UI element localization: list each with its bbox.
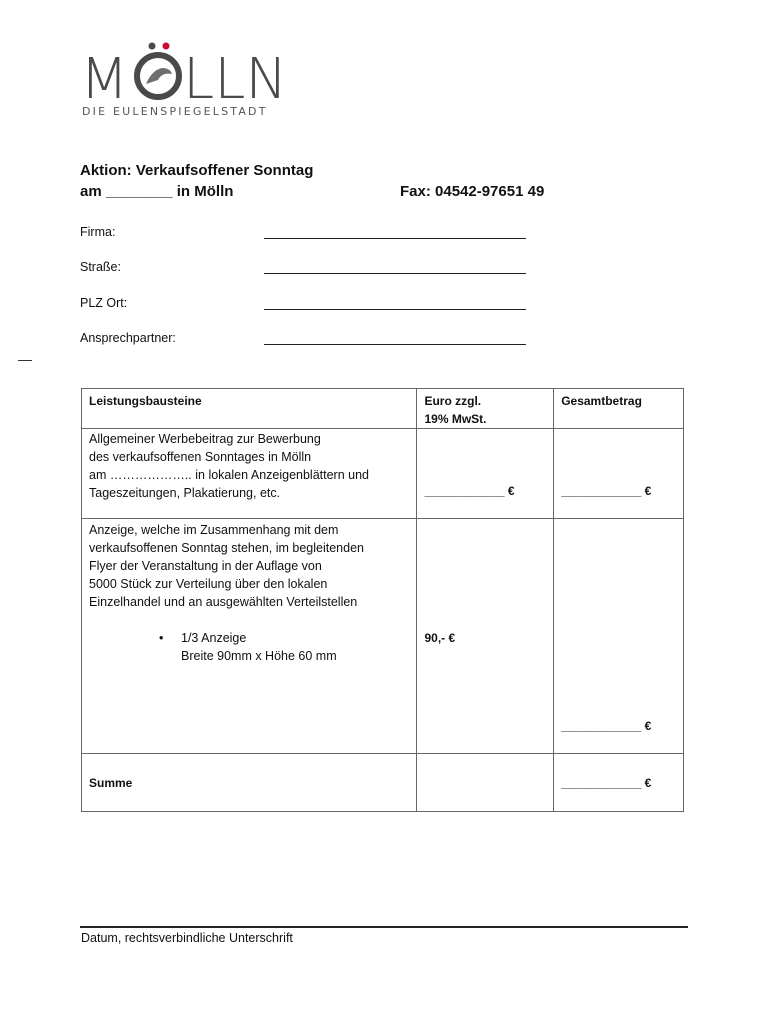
field-line-firma[interactable]	[264, 238, 526, 239]
header-euro	[417, 389, 554, 429]
margin-mark	[18, 360, 32, 361]
row1-line: Tageszeitungen, Plakatierung, etc.	[89, 486, 281, 500]
sum-total[interactable]: ____________ €	[561, 775, 652, 790]
row2-price: 90,- €	[424, 631, 456, 645]
row1-price-cell	[417, 429, 554, 519]
header-gesamtbetrag: Gesamtbetrag	[554, 389, 684, 429]
bullet-line2: Breite 90mm x Höhe 60 mm	[181, 649, 337, 663]
table-sum-row	[82, 754, 684, 812]
bullet-icon: •	[159, 631, 164, 645]
row2-description	[82, 519, 417, 754]
bullet-line1: 1/3 Anzeige	[181, 631, 247, 645]
row1-line: des verkaufsoffenen Sonntages in Mölln	[89, 450, 312, 464]
sum-label-cell	[82, 754, 417, 812]
header-euro-line2: 19% MwSt.	[424, 412, 487, 426]
page-title: Aktion: Verkaufsoffener Sonntag	[80, 162, 314, 179]
row1-description	[82, 429, 417, 519]
row1-total-cell	[554, 429, 684, 519]
field-label-ansprechpartner: Ansprechpartner:	[80, 331, 176, 345]
row1-total[interactable]: ____________ €	[561, 484, 652, 498]
signature-label: Datum, rechtsverbindliche Unterschrift	[81, 931, 293, 945]
row2-total[interactable]: ____________ €	[561, 719, 652, 733]
header-leistungsbausteine: Leistungsbausteine	[82, 389, 417, 429]
fax-number: Fax: 04542-97651 49	[400, 183, 545, 200]
order-table	[81, 388, 684, 812]
date-line: am ________ in Mölln	[80, 183, 234, 200]
field-label-firma: Firma:	[80, 225, 116, 239]
sum-empty-cell	[417, 754, 554, 812]
logo-eule-icon	[146, 68, 172, 84]
row2-line: verkaufsoffenen Sonntag stehen, im begleitenden	[89, 541, 364, 555]
logo-text-m: M	[80, 47, 129, 112]
sum-total-cell	[554, 754, 684, 812]
field-line-ansprechpartner[interactable]	[264, 344, 526, 345]
sum-label: Summe	[89, 775, 133, 790]
field-label-strasse: Straße:	[80, 260, 121, 274]
row2-line: Anzeige, welche im Zusammenhang mit dem	[89, 523, 339, 537]
logo-umlaut-dot-right	[163, 43, 170, 50]
row2-line: Flyer der Veranstaltung in der Auflage von	[89, 559, 322, 573]
table-row	[82, 429, 684, 519]
row2-line: Einzelhandel und an ausgewählten Verteilstellen	[89, 595, 358, 609]
table-header-row	[82, 389, 684, 429]
bullet-item	[89, 629, 409, 665]
header-euro-line1: Euro zzgl.	[424, 394, 482, 408]
logo-subtitle: DIE EULENSPIEGELSTADT	[82, 105, 268, 118]
row2-price-cell	[417, 519, 554, 754]
signature-line[interactable]	[80, 926, 688, 928]
row2-line: 5000 Stück zur Verteilung über den lokalen	[89, 577, 328, 591]
logo-umlaut-dot-left	[149, 43, 156, 50]
row1-line: am ……………….. in lokalen Anzeigenblättern und	[89, 468, 369, 482]
moelln-logo	[80, 40, 288, 115]
table-row	[82, 519, 684, 754]
field-line-plz-ort[interactable]	[264, 309, 526, 310]
field-line-strasse[interactable]	[264, 273, 526, 274]
logo-text-lln: LLN	[183, 47, 288, 112]
row2-total-cell	[554, 519, 684, 754]
field-label-plz-ort: PLZ Ort:	[80, 296, 128, 310]
row1-price[interactable]: ____________ €	[424, 484, 515, 498]
row1-line: Allgemeiner Werbebeitrag zur Bewerbung	[89, 432, 321, 446]
